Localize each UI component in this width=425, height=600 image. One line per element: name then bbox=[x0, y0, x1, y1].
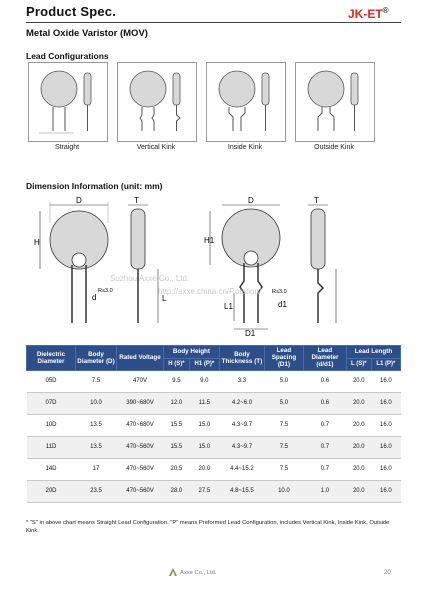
col-lead-diameter: Lead Diameter (d/d1) bbox=[303, 346, 346, 371]
lead-config-inside-kink-label: Inside Kink bbox=[227, 144, 263, 151]
dim-label-t-right: T bbox=[314, 196, 319, 205]
cell-thickness: 4.8~15.5 bbox=[219, 480, 264, 502]
dim-label-t-left: T bbox=[134, 196, 139, 205]
cell-l: 20.0 bbox=[346, 392, 371, 414]
col-body-height: Body Height bbox=[164, 346, 220, 359]
cell-body-diameter: 13.5 bbox=[76, 436, 117, 458]
cell-dielectric-diameter: 20D bbox=[27, 480, 76, 502]
col-l-straight: L (S)* bbox=[346, 358, 371, 370]
col-lead-length: Lead Length bbox=[346, 346, 400, 359]
cell-thickness: 4.4~15.2 bbox=[219, 458, 264, 480]
cell-h1: 11.5 bbox=[189, 392, 219, 414]
cell-l1: 16.0 bbox=[371, 370, 400, 392]
lead-config-straight-image bbox=[28, 62, 108, 142]
table-row bbox=[27, 392, 401, 414]
cell-lead-diameter: 0.7 bbox=[303, 436, 346, 458]
cell-l: 20.0 bbox=[346, 414, 371, 436]
dim-label-h: H bbox=[34, 238, 40, 247]
dim-label-radius-left: R≤3.0 bbox=[98, 288, 113, 294]
straight-front-view bbox=[34, 196, 113, 323]
col-h1-preformed: H1 (P)* bbox=[189, 358, 219, 370]
cell-l: 20.0 bbox=[346, 370, 371, 392]
col-h-straight: H (S)* bbox=[164, 358, 190, 370]
cell-body-diameter: 13.5 bbox=[76, 414, 117, 436]
dim-label-d1-small: d1 bbox=[278, 300, 287, 309]
cell-lead-diameter: 1.0 bbox=[303, 480, 346, 502]
watermark-url: http://axxe.china.cn/Rotation/ bbox=[158, 287, 262, 296]
cell-rated-voltage: 470~560V bbox=[117, 458, 164, 480]
col-body-diameter: Body Diameter (D) bbox=[76, 346, 117, 371]
dim-label-d: D bbox=[76, 196, 82, 205]
cell-dielectric-diameter: 14D bbox=[27, 458, 76, 480]
cell-lead-spacing: 7.5 bbox=[264, 458, 303, 480]
cell-lead-diameter: 0.7 bbox=[303, 414, 346, 436]
dimension-drawing bbox=[26, 193, 401, 338]
table-row bbox=[27, 458, 401, 480]
title-divider bbox=[26, 22, 401, 23]
dim-label-h1: H1 bbox=[204, 236, 215, 245]
cell-dielectric-diameter: 05D bbox=[27, 370, 76, 392]
cell-h1: 9.0 bbox=[189, 370, 219, 392]
cell-h1: 15.0 bbox=[189, 436, 219, 458]
spec-table bbox=[26, 345, 401, 503]
lead-config-vertical-kink-image bbox=[117, 62, 197, 142]
cell-body-diameter: 10.0 bbox=[76, 392, 117, 414]
cell-l1: 16.0 bbox=[371, 436, 400, 458]
dim-label-lead-spacing: D1 bbox=[245, 329, 256, 338]
cell-h: 15.5 bbox=[164, 436, 190, 458]
cell-h: 12.0 bbox=[164, 392, 190, 414]
dimension-title: Dimension Information (unit: mm) bbox=[26, 181, 163, 191]
cell-h: 15.5 bbox=[164, 414, 190, 436]
cell-l: 20.0 bbox=[346, 436, 371, 458]
brand-logo bbox=[348, 6, 389, 21]
dim-label-l1: L1 bbox=[224, 302, 233, 311]
dim-label-d-right: D bbox=[248, 196, 254, 205]
cell-lead-diameter: 0.6 bbox=[303, 392, 346, 414]
page-title: Product Spec. bbox=[26, 4, 117, 19]
cell-rated-voltage: 470~680V bbox=[117, 414, 164, 436]
cell-lead-spacing: 5.0 bbox=[264, 392, 303, 414]
cell-l1: 16.0 bbox=[371, 392, 400, 414]
cell-lead-spacing: 7.5 bbox=[264, 414, 303, 436]
cell-lead-spacing: 7.5 bbox=[264, 436, 303, 458]
cell-thickness: 4.3~9.7 bbox=[219, 436, 264, 458]
company-logo-icon bbox=[168, 567, 178, 577]
cell-l: 20.0 bbox=[346, 480, 371, 502]
spec-table-body bbox=[27, 370, 401, 502]
lead-config-outside-kink-label: Outside Kink bbox=[314, 144, 354, 151]
cell-rated-voltage: 470~560V bbox=[117, 480, 164, 502]
registered-mark: ® bbox=[382, 6, 389, 15]
cell-rated-voltage: 470V bbox=[117, 370, 164, 392]
cell-l: 20.0 bbox=[346, 458, 371, 480]
cell-lead-spacing: 5.0 bbox=[264, 370, 303, 392]
table-row bbox=[27, 370, 401, 392]
cell-h1: 27.5 bbox=[189, 480, 219, 502]
dim-label-l: L bbox=[162, 294, 167, 303]
cell-h1: 15.0 bbox=[189, 414, 219, 436]
cell-h1: 20.0 bbox=[189, 458, 219, 480]
cell-thickness: 4.3~9.7 bbox=[219, 414, 264, 436]
cell-body-diameter: 17 bbox=[76, 458, 117, 480]
col-rated-voltage: Rated Voltage bbox=[117, 346, 164, 371]
cell-thickness: 3.3 bbox=[219, 370, 264, 392]
lead-config-vertical-kink-label: Vertical Kink bbox=[136, 144, 176, 151]
watermark-company: Suzhou Axxe Co., Ltd. bbox=[110, 274, 190, 283]
preformed-front-view bbox=[204, 196, 287, 338]
cell-dielectric-diameter: 07D bbox=[27, 392, 76, 414]
cell-dielectric-diameter: 10D bbox=[27, 414, 76, 436]
lead-config-inside-kink-image bbox=[206, 62, 286, 142]
table-footnote: * "S" in above chart means Straight Lead Configuration. "P" means Preformed Lead Configuration, includes Vertical Kink, Inside Kink, Outside Kink. bbox=[26, 520, 390, 534]
col-dielectric-diameter: Dielectric Diameter bbox=[27, 346, 76, 371]
cell-dielectric-diameter: 11D bbox=[27, 436, 76, 458]
table-row bbox=[27, 480, 401, 502]
cell-h: 9.5 bbox=[164, 370, 190, 392]
table-row bbox=[27, 436, 401, 458]
preformed-side-view bbox=[308, 196, 336, 323]
cell-l1: 16.0 bbox=[371, 458, 400, 480]
lead-config-outside-kink-image bbox=[295, 62, 375, 142]
dim-label-d-small: d bbox=[92, 293, 97, 302]
cell-l1: 16.0 bbox=[371, 414, 400, 436]
lead-config-title: Lead Configurations bbox=[26, 51, 109, 61]
brand-name: JK-ET bbox=[348, 7, 383, 21]
cell-h: 20.5 bbox=[164, 458, 190, 480]
col-lead-spacing: Lead Spacing (D1) bbox=[264, 346, 303, 371]
cell-rated-voltage: 470~560V bbox=[117, 436, 164, 458]
dim-label-radius-right: R≤3.0 bbox=[272, 289, 287, 295]
col-l1-preformed: L1 (P)* bbox=[371, 358, 400, 370]
cell-lead-diameter: 0.7 bbox=[303, 458, 346, 480]
cell-h: 28.0 bbox=[164, 480, 190, 502]
table-row bbox=[27, 414, 401, 436]
cell-rated-voltage: 390~680V bbox=[117, 392, 164, 414]
product-subtitle: Metal Oxide Varistor (MOV) bbox=[26, 28, 148, 39]
cell-body-diameter: 7.5 bbox=[76, 370, 117, 392]
lead-config-straight-label: Straight bbox=[54, 144, 80, 151]
cell-l1: 16.0 bbox=[371, 480, 400, 502]
page-number: 20 bbox=[384, 570, 391, 576]
straight-side-view bbox=[128, 196, 167, 323]
cell-thickness: 4.2~6.0 bbox=[219, 392, 264, 414]
cell-body-diameter: 23.5 bbox=[76, 480, 117, 502]
cell-lead-spacing: 10.0 bbox=[264, 480, 303, 502]
footer-company: Axxe Co., Ltd. bbox=[180, 570, 217, 576]
col-body-thickness: Body Thickness (T) bbox=[219, 346, 264, 371]
cell-lead-diameter: 0.6 bbox=[303, 370, 346, 392]
